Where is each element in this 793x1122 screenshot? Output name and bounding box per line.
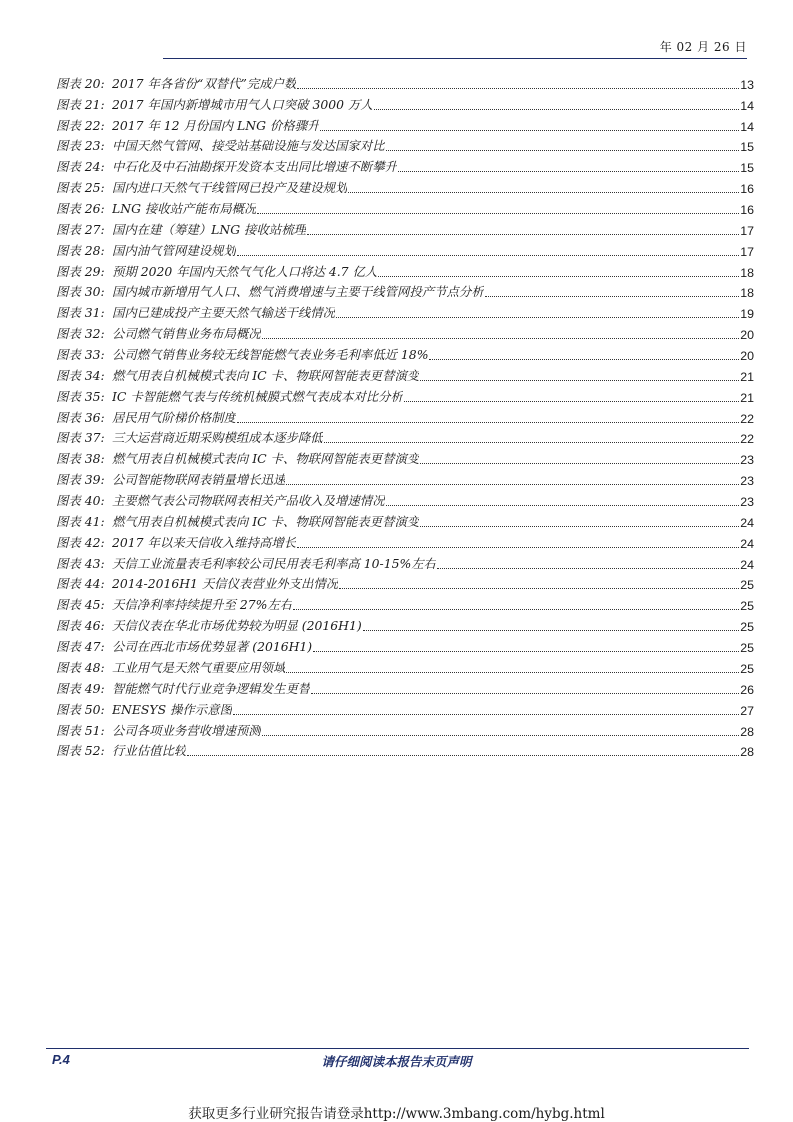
toc-dot-leader xyxy=(237,422,739,423)
toc-entry-title: 智能燃气时代行业竞争逻辑发生更替 xyxy=(112,680,311,696)
toc-entry-26[interactable] xyxy=(56,196,754,217)
toc-dot-leader xyxy=(420,526,739,527)
toc-entry-21[interactable] xyxy=(56,92,754,113)
toc-entry-label: 图表 50: xyxy=(56,701,105,717)
toc-entry-50[interactable] xyxy=(56,697,754,718)
toc-entry-label: 图表 46: xyxy=(56,618,105,634)
toc-entry-page: 21 xyxy=(740,390,754,405)
toc-entry-page: 13 xyxy=(740,77,754,92)
toc-entry-label: 图表 21: xyxy=(56,96,105,112)
toc-entry-label: 图表 44: xyxy=(56,576,105,592)
toc-entry-title: 国内已建成投产主要天然气输送干线情况 xyxy=(112,305,336,321)
toc-entry-29[interactable] xyxy=(56,259,754,280)
toc-entry-page: 15 xyxy=(740,161,754,176)
toc-dot-leader xyxy=(485,296,739,297)
toc-entry-title: 公司在西北市场优势显著 (2016H1) xyxy=(112,639,313,655)
toc-entry-title: 工业用气是天然气重要应用领域 xyxy=(112,659,286,675)
toc-entry-title: 2017 年各省份“双替代”完成户数 xyxy=(112,75,297,91)
toc-entry-label: 图表 52: xyxy=(56,743,105,759)
toc-entry-39[interactable] xyxy=(56,467,754,488)
toc-entry-27[interactable] xyxy=(56,217,754,238)
toc-entry-23[interactable] xyxy=(56,134,754,155)
toc-entry-label: 图表 39: xyxy=(56,472,105,488)
toc-dot-leader xyxy=(262,735,740,736)
toc-entry-label: 图表 49: xyxy=(56,680,105,696)
toc-entry-title: 公司各项业务营收增速预测 xyxy=(112,722,261,738)
toc-dot-leader xyxy=(348,192,739,193)
toc-dot-leader xyxy=(297,547,739,548)
toc-entry-page: 28 xyxy=(740,724,754,739)
toc-entry-label: 图表 45: xyxy=(56,597,105,613)
header-date: 年 02 月 26 日 xyxy=(659,40,747,54)
toc-entry-page: 19 xyxy=(740,307,754,322)
toc-entry-page: 23 xyxy=(740,453,754,468)
toc-entry-title: IC 卡智能燃气表与传统机械膜式燃气表成本对比分析 xyxy=(112,388,403,404)
toc-entry-title: 公司燃气销售业务布局概况 xyxy=(112,326,261,342)
toc-entry-page: 26 xyxy=(740,682,754,697)
toc-entry-label: 图表 29: xyxy=(56,263,105,279)
toc-entry-label: 图表 51: xyxy=(56,722,105,738)
toc-dot-leader xyxy=(233,714,739,715)
toc-entry-title: 燃气用表自机械模式表向 IC 卡、物联网智能表更替演变 xyxy=(112,367,420,383)
toc-entry-page: 22 xyxy=(740,411,754,426)
toc-entry-page: 20 xyxy=(740,349,754,364)
toc-dot-leader xyxy=(297,88,739,89)
toc-entry-51[interactable] xyxy=(56,718,754,739)
footer-page-number: P.4 xyxy=(52,1052,70,1067)
toc-entry-label: 图表 33: xyxy=(56,347,105,363)
toc-entry-label: 图表 37: xyxy=(56,430,105,446)
toc-entry-47[interactable] xyxy=(56,634,754,655)
footer-divider xyxy=(46,1048,749,1049)
toc-entry-title: 中石化及中石油勘探开发资本支出同比增速不断攀升 xyxy=(112,159,397,175)
toc-entry-title: 公司燃气销售业务较无线智能燃气表业务毛利率低近 18% xyxy=(112,347,429,363)
toc-entry-label: 图表 40: xyxy=(56,493,105,509)
toc-entry-title: 国内油气管网建设规划 xyxy=(112,242,236,258)
toc-entry-page: 24 xyxy=(740,557,754,572)
toc-entry-page: 25 xyxy=(740,661,754,676)
toc-entry-24[interactable] xyxy=(56,154,754,175)
toc-entry-label: 图表 31: xyxy=(56,305,105,321)
toc-entry-33[interactable] xyxy=(56,342,754,363)
toc-entry-label: 图表 42: xyxy=(56,534,105,550)
toc-entry-label: 图表 25: xyxy=(56,180,105,196)
toc-entry-page: 25 xyxy=(740,641,754,656)
toc-entry-page: 22 xyxy=(740,432,754,447)
toc-entry-label: 图表 27: xyxy=(56,221,105,237)
toc-entry-page: 14 xyxy=(740,98,754,113)
toc-entry-title: 主要燃气表公司物联网表相关产品收入及增速情况 xyxy=(112,493,385,509)
toc-entry-title: 2017 年以来天信收入维持高增长 xyxy=(112,534,297,550)
toc-entry-title: 中国天然气管网、接受站基础设施与发达国家对比 xyxy=(112,138,385,154)
toc-entry-label: 图表 36: xyxy=(56,409,105,425)
toc-dot-leader xyxy=(420,380,739,381)
toc-dot-leader xyxy=(363,630,740,631)
toc-entry-page: 16 xyxy=(740,182,754,197)
toc-entry-label: 图表 41: xyxy=(56,513,105,529)
toc-entry-page: 18 xyxy=(740,265,754,280)
header-divider xyxy=(163,58,747,59)
toc-entry-30[interactable] xyxy=(56,280,754,301)
toc-entry-title: 2017 年 12 月份国内 LNG 价格骤升 xyxy=(112,117,320,133)
toc-dot-leader xyxy=(237,255,739,256)
toc-entry-48[interactable] xyxy=(56,655,754,676)
toc-dot-leader xyxy=(398,171,739,172)
toc-entry-page: 25 xyxy=(740,620,754,635)
toc-dot-leader xyxy=(386,505,740,506)
toc-entry-label: 图表 26: xyxy=(56,201,105,217)
toc-entry-49[interactable] xyxy=(56,676,754,697)
toc-entry-page: 25 xyxy=(740,578,754,593)
toc-entry-label: 图表 20: xyxy=(56,75,105,91)
toc-entry-28[interactable] xyxy=(56,238,754,259)
toc-entry-44[interactable] xyxy=(56,572,754,593)
toc-entry-25[interactable] xyxy=(56,175,754,196)
figure-index-list xyxy=(56,71,754,759)
toc-entry-page: 24 xyxy=(740,536,754,551)
toc-entry-31[interactable] xyxy=(56,300,754,321)
toc-entry-42[interactable] xyxy=(56,530,754,551)
toc-entry-title: 公司智能物联网表销量增长迅速 xyxy=(112,472,286,488)
toc-entry-page: 23 xyxy=(740,495,754,510)
toc-entry-title: 居民用气阶梯价格制度 xyxy=(112,409,236,425)
toc-dot-leader xyxy=(404,401,739,402)
toc-entry-label: 图表 24: xyxy=(56,159,105,175)
toc-dot-leader xyxy=(286,672,739,673)
toc-entry-title: 行业估值比较 xyxy=(112,743,187,759)
toc-entry-32[interactable] xyxy=(56,321,754,342)
toc-dot-leader xyxy=(293,609,739,610)
toc-entry-label: 图表 48: xyxy=(56,659,105,675)
toc-entry-title: 国内城市新增用气人口、燃气消费增速与主要干线管网投产节点分析 xyxy=(112,284,484,300)
toc-entry-label: 图表 38: xyxy=(56,451,105,467)
toc-entry-label: 图表 32: xyxy=(56,326,105,342)
toc-entry-page: 27 xyxy=(740,703,754,718)
toc-entry-page: 28 xyxy=(740,745,754,760)
toc-dot-leader xyxy=(429,359,739,360)
toc-entry-title: 预期 2020 年国内天然气气化人口将达 4.7 亿人 xyxy=(112,263,378,279)
toc-entry-title: LNG 接收站产能布局概况 xyxy=(112,201,257,217)
toc-entry-title: 天信工业流量表毛利率较公司民用表毛利率高 10-15%左右 xyxy=(112,555,437,571)
toc-entry-title: ENESYS 操作示意图 xyxy=(112,701,232,717)
toc-entry-title: 天信仪表在华北市场优势较为明显 (2016H1) xyxy=(112,618,362,634)
toc-entry-36[interactable] xyxy=(56,405,754,426)
footer-disclaimer-notice: 请仔细阅读本报告末页声明 xyxy=(321,1054,472,1069)
toc-entry-title: 2017 年国内新增城市用气人口突破 3000 万人 xyxy=(112,96,373,112)
toc-dot-leader xyxy=(386,150,740,151)
toc-entry-40[interactable] xyxy=(56,488,754,509)
toc-entry-45[interactable] xyxy=(56,592,754,613)
toc-entry-page: 25 xyxy=(740,599,754,614)
toc-dot-leader xyxy=(324,442,740,443)
toc-entry-label: 图表 34: xyxy=(56,367,105,383)
toc-entry-label: 图表 28: xyxy=(56,242,105,258)
toc-entry-label: 图表 35: xyxy=(56,388,105,404)
toc-dot-leader xyxy=(437,568,739,569)
toc-entry-20[interactable] xyxy=(56,71,754,92)
toc-entry-label: 图表 43: xyxy=(56,555,105,571)
toc-dot-leader xyxy=(320,130,739,131)
toc-entry-label: 图表 22: xyxy=(56,117,105,133)
toc-entry-38[interactable] xyxy=(56,446,754,467)
toc-entry-page: 16 xyxy=(740,203,754,218)
toc-entry-43[interactable] xyxy=(56,551,754,572)
toc-entry-title: 天信净利率持续提升至 27%左右 xyxy=(112,597,293,613)
toc-entry-title: 三大运营商近期采购模组成本逐步降低 xyxy=(112,430,323,446)
toc-dot-leader xyxy=(374,109,739,110)
toc-entry-22[interactable] xyxy=(56,113,754,134)
toc-entry-34[interactable] xyxy=(56,363,754,384)
toc-entry-52[interactable] xyxy=(56,739,754,760)
toc-entry-page: 23 xyxy=(740,474,754,489)
toc-dot-leader xyxy=(187,755,739,756)
toc-entry-page: 24 xyxy=(740,515,754,530)
toc-dot-leader xyxy=(307,234,739,235)
toc-dot-leader xyxy=(311,693,739,694)
toc-entry-label: 图表 23: xyxy=(56,138,105,154)
toc-entry-page: 17 xyxy=(740,223,754,238)
toc-entry-title: 2014-2016H1 天信仪表营业外支出情况 xyxy=(112,576,339,592)
toc-entry-35[interactable] xyxy=(56,384,754,405)
toc-dot-leader xyxy=(339,588,739,589)
toc-entry-title: 国内在建（筹建）LNG 接收站梳理 xyxy=(112,221,306,237)
toc-entry-41[interactable] xyxy=(56,509,754,530)
toc-entry-page: 21 xyxy=(740,369,754,384)
toc-entry-page: 20 xyxy=(740,328,754,343)
toc-dot-leader xyxy=(262,338,740,339)
toc-entry-title: 燃气用表自机械模式表向 IC 卡、物联网智能表更替演变 xyxy=(112,513,420,529)
toc-dot-leader xyxy=(257,213,739,214)
toc-entry-title: 燃气用表自机械模式表向 IC 卡、物联网智能表更替演变 xyxy=(112,451,420,467)
download-link-text[interactable]: 获取更多行业研究报告请登录http://www.3mbang.com/hybg.html xyxy=(188,1106,605,1122)
toc-entry-37[interactable] xyxy=(56,426,754,447)
toc-dot-leader xyxy=(378,276,739,277)
toc-entry-page: 17 xyxy=(740,244,754,259)
toc-entry-page: 14 xyxy=(740,119,754,134)
toc-dot-leader xyxy=(286,484,739,485)
toc-entry-46[interactable] xyxy=(56,613,754,634)
toc-dot-leader xyxy=(420,463,739,464)
toc-entry-label: 图表 30: xyxy=(56,284,105,300)
toc-entry-page: 18 xyxy=(740,286,754,301)
toc-entry-page: 15 xyxy=(740,140,754,155)
toc-dot-leader xyxy=(336,317,739,318)
toc-entry-title: 国内进口天然气干线管网已投产及建设规划 xyxy=(112,180,348,196)
toc-dot-leader xyxy=(313,651,739,652)
toc-entry-label: 图表 47: xyxy=(56,639,105,655)
